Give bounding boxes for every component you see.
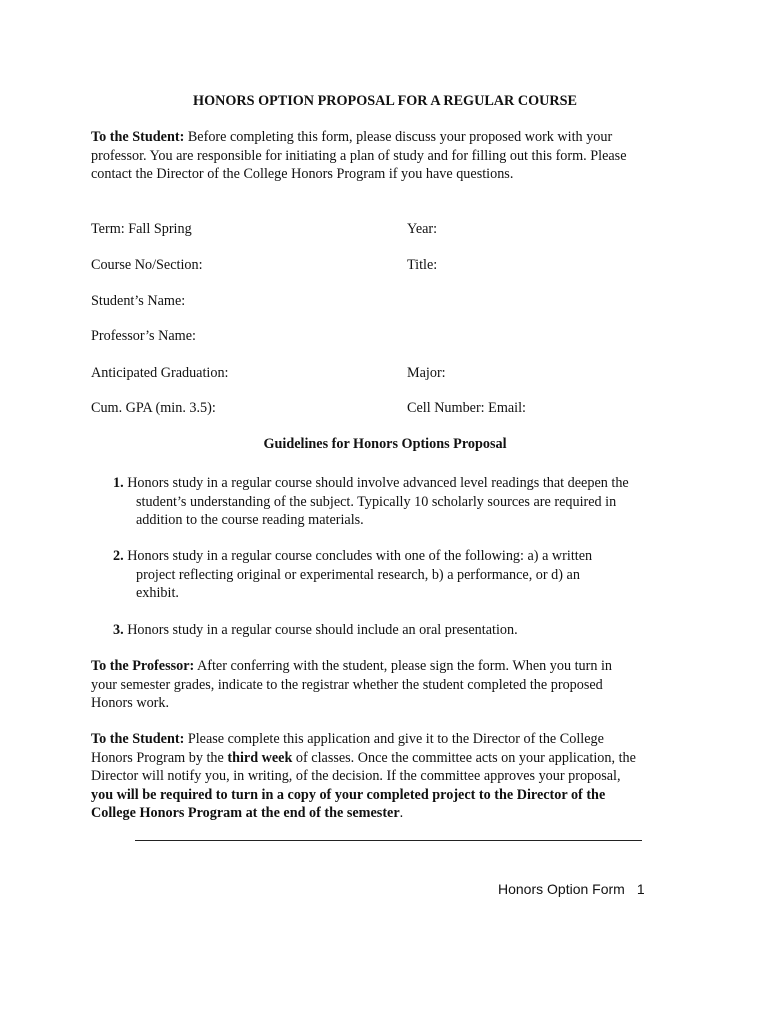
student-line-2a: Honors Program by the xyxy=(91,749,228,766)
student-name-field: Student’s Name: xyxy=(91,293,186,309)
student-line-5-end: . xyxy=(399,805,404,821)
student-line-4: you will be required to turn in a copy of your completed project to the Director of the xyxy=(91,786,606,803)
year-field: Year: xyxy=(407,221,438,237)
student-line-1: Please complete this application and give it to the Director of the College xyxy=(184,731,604,747)
third-week-emphasis: third week xyxy=(227,749,293,766)
professor-line-3: Honors work. xyxy=(91,695,170,711)
student-paragraph xyxy=(91,730,681,823)
guideline-text: project reflecting original or experimental research, b) a performance, or d) an xyxy=(136,566,580,583)
guideline-text: addition to the course reading materials. xyxy=(136,512,364,528)
professor-label: To the Professor: xyxy=(91,658,195,674)
guidelines-heading: Guidelines for Honors Options Proposal xyxy=(263,436,507,452)
guideline-number: 3. xyxy=(113,622,124,638)
professor-paragraph xyxy=(91,657,681,713)
gpa-field: Cum. GPA (min. 3.5): xyxy=(91,400,216,416)
course-section-field: Course No/Section: xyxy=(91,257,203,273)
guideline-item-3 xyxy=(113,621,673,640)
student-label: To the Student: xyxy=(91,731,185,747)
signature-divider xyxy=(135,840,642,841)
intro-label: To the Student: xyxy=(91,129,185,145)
professor-line-2: your semester grades, indicate to the registrar whether the student completed the proposed xyxy=(91,676,603,693)
term-field: Term: Fall Spring xyxy=(91,221,192,237)
major-field: Major: xyxy=(407,365,446,381)
form-title: HONORS OPTION PROPOSAL FOR A REGULAR COURSE xyxy=(193,93,577,109)
page-number: 1 xyxy=(636,881,645,897)
guideline-text: Honors study in a regular course should include an oral presentation. xyxy=(123,622,518,638)
intro-line-3: contact the Director of the College Honors Program if you have questions. xyxy=(91,166,514,182)
page-footer xyxy=(498,881,645,897)
guideline-number: 1. xyxy=(113,475,124,491)
guideline-item-2 xyxy=(113,547,673,603)
student-line-3: Director will notify you, in writing, of the decision. If the committee approves your proposal, xyxy=(91,768,621,784)
footer-label: Honors Option Form xyxy=(498,881,625,897)
guideline-text: student’s understanding of the subject. Typically 10 scholarly sources are required in xyxy=(136,493,617,510)
course-title-field: Title: xyxy=(407,257,438,273)
guideline-number: 2. xyxy=(113,548,124,564)
student-line-2c: of classes. Once the committee acts on your application, the xyxy=(292,749,636,766)
guideline-item-1 xyxy=(113,474,673,530)
intro-line-2: professor. You are responsible for initiating a plan of study and for filling out this form. Please xyxy=(91,147,627,164)
professor-line-1: After conferring with the student, please sign the form. When you turn in xyxy=(194,658,613,674)
graduation-field: Anticipated Graduation: xyxy=(91,365,229,381)
cell-email-field: Cell Number: Email: xyxy=(407,400,526,416)
guideline-text: exhibit. xyxy=(136,585,179,601)
student-line-5: College Honors Program at the end of the semester xyxy=(91,805,400,821)
professor-name-field: Professor’s Name: xyxy=(91,328,196,344)
guideline-text: Honors study in a regular course concludes with one of the following: a) a written xyxy=(123,548,593,564)
guideline-text: Honors study in a regular course should involve advanced level readings that deepen the xyxy=(123,475,629,491)
intro-line-1: Before completing this form, please discuss your proposed work with your xyxy=(184,129,613,145)
intro-paragraph xyxy=(91,128,681,184)
